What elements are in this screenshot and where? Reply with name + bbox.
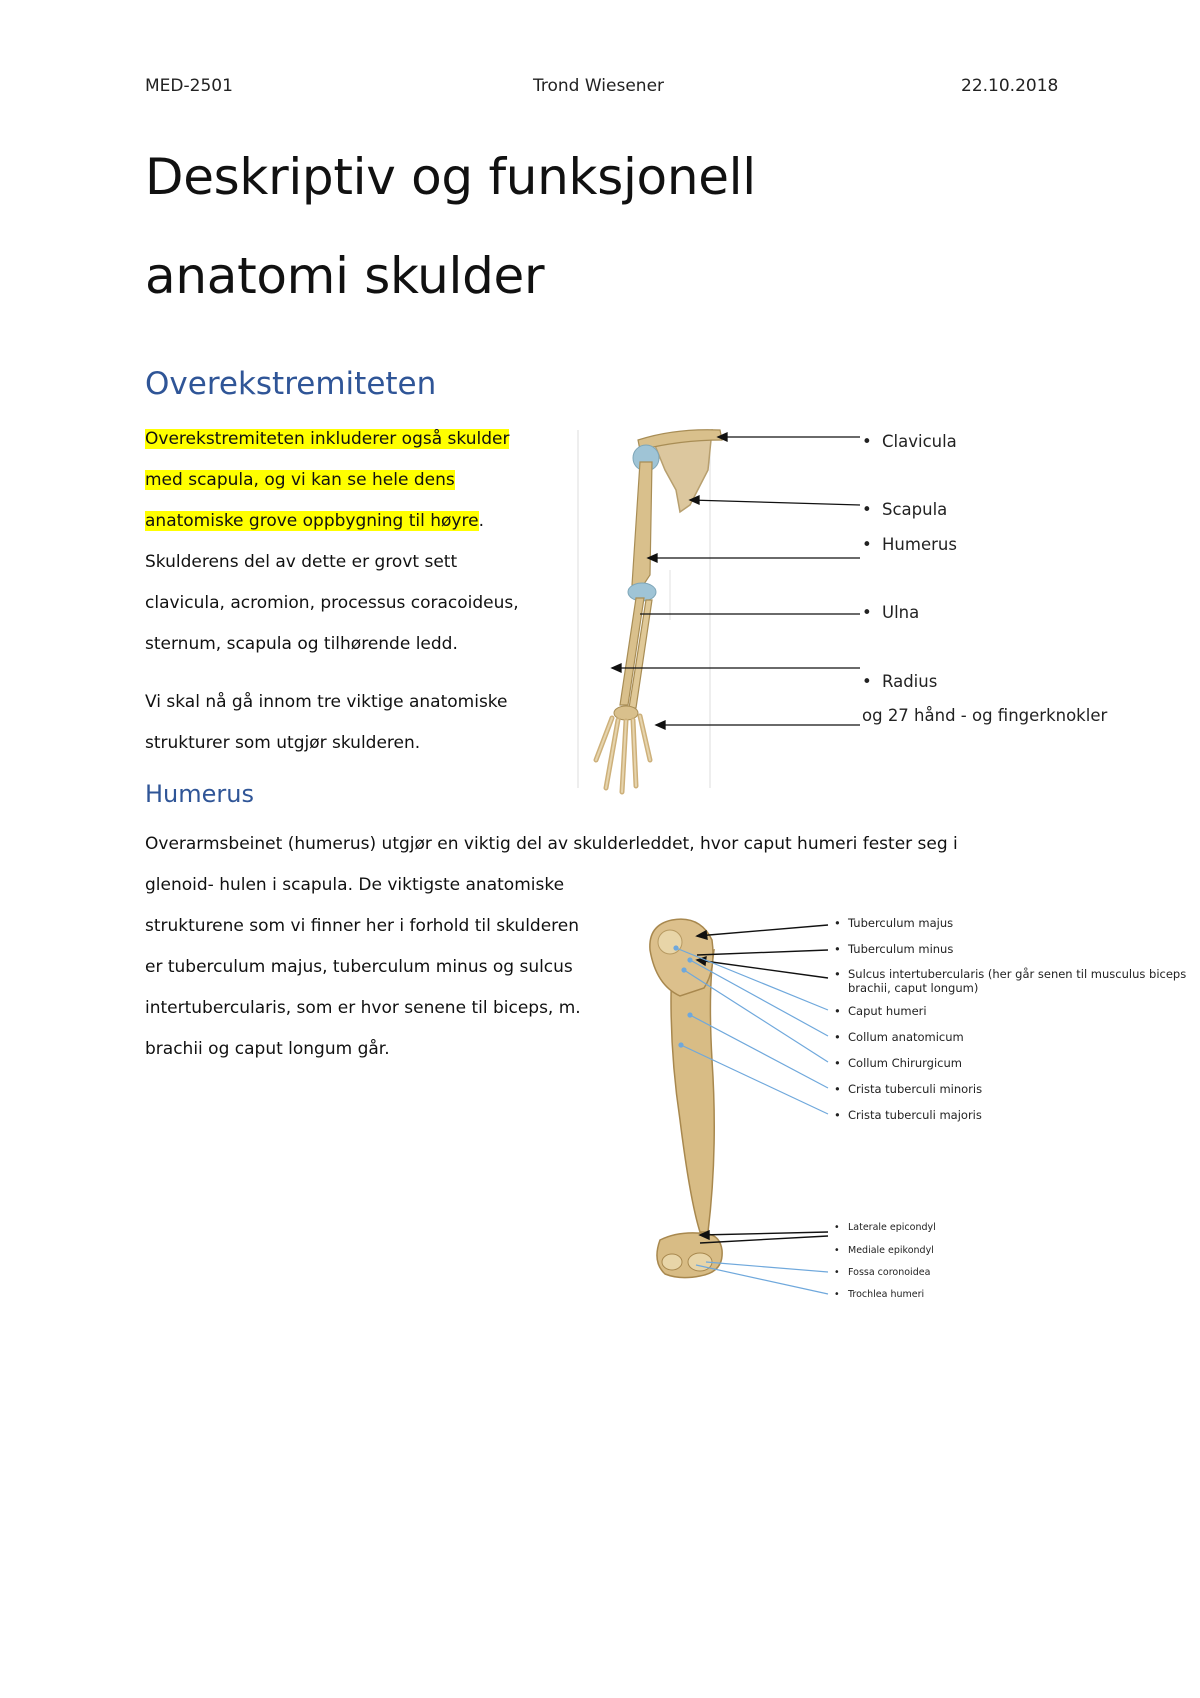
humerus-label-tuberculum-minus <box>834 943 953 956</box>
label-text: Trochlea humeri <box>848 1289 925 1300</box>
label-text: Ulna <box>882 603 920 622</box>
humerus-label-mediale-epikondyl <box>834 1244 934 1257</box>
label-text: Scapula <box>882 500 948 519</box>
highlighted-text: anatomiske grove oppbygning til høyre <box>145 511 479 531</box>
label-text: Crista tuberculi majoris <box>848 1108 982 1122</box>
text-line: Vi skal nå gå innom tre viktige anatomiske <box>145 692 508 712</box>
text-line: er tuberculum majus, tuberculum minus og sulcus <box>145 957 573 977</box>
text-line: strukturer som utgjør skulderen. <box>145 733 421 753</box>
label-text: Collum anatomicum <box>848 1030 964 1044</box>
bullet: • <box>834 1056 841 1070</box>
humerus-label-sulcus <box>834 968 1186 981</box>
humerus-label-collum-chirurgicum <box>834 1057 962 1070</box>
bullet: • <box>862 672 872 691</box>
bullet: • <box>834 1267 840 1278</box>
bullet: • <box>834 916 841 930</box>
bullet: • <box>862 535 872 554</box>
humerus-label-crista-minoris <box>834 1083 982 1096</box>
humerus-label-collum-anatomicum <box>834 1031 964 1044</box>
label-text: Tuberculum minus <box>848 942 954 956</box>
bullet: • <box>834 1030 841 1044</box>
figure-label-hand-bones: og 27 hånd - og fingerknokler <box>862 706 1108 725</box>
humerus-label-sulcus-continued: brachii, caput longum) <box>848 981 979 995</box>
text-line: glenoid- hulen i scapula. De viktigste anatomiske <box>145 875 565 895</box>
header-course: MED-2501 <box>145 76 233 96</box>
humerus-label-trochlea-humeri <box>834 1288 924 1301</box>
humerus-label-laterale-epicondyl <box>834 1221 936 1234</box>
humerus-label-tuberculum-majus <box>834 917 953 930</box>
bullet: • <box>862 500 872 519</box>
page-title-line-1: Deskriptiv og funksjonell <box>145 148 756 206</box>
label-text: Collum Chirurgicum <box>848 1056 962 1070</box>
humerus-label-caput-humeri <box>834 1005 927 1018</box>
label-text: Laterale epicondyl <box>848 1222 936 1233</box>
bullet: • <box>834 1245 840 1256</box>
label-text: Tuberculum majus <box>848 916 954 930</box>
bullet: • <box>834 1004 841 1018</box>
label-text: Sulcus intertubercularis (her går senen til musculus biceps <box>848 967 1187 981</box>
bullet: • <box>834 1222 840 1233</box>
header-date: 22.10.2018 <box>961 76 1059 96</box>
label-text: Fossa coronoidea <box>848 1267 931 1278</box>
bullet: • <box>834 967 841 981</box>
bullet: • <box>862 432 872 451</box>
header-author: Trond Wiesener <box>533 76 665 96</box>
highlighted-text: Overekstremiteten inkluderer også skulder <box>145 429 510 449</box>
page-title-line-2: anatomi skulder <box>145 247 545 305</box>
humerus-label-fossa-coronoidea <box>834 1266 930 1279</box>
bullet: • <box>834 1108 841 1122</box>
label-text: Mediale epikondyl <box>848 1245 934 1256</box>
bullet: • <box>862 603 872 622</box>
section-heading-humerus: Humerus <box>145 780 254 808</box>
label-text: Radius <box>882 672 938 691</box>
text-line: clavicula, acromion, processus coracoideus, <box>145 593 519 613</box>
label-text: Caput humeri <box>848 1004 927 1018</box>
text-line: brachii og caput longum går. <box>145 1039 390 1059</box>
section-heading-overekstremiteten: Overekstremiteten <box>145 366 437 402</box>
label-text: Crista tuberculi minoris <box>848 1082 983 1096</box>
bullet: • <box>834 942 841 956</box>
text-line: sternum, scapula og tilhørende ledd. <box>145 634 458 654</box>
bullet: • <box>834 1082 841 1096</box>
text-line: intertubercularis, som er hvor senene til biceps, m. <box>145 998 581 1018</box>
label-text: Humerus <box>882 535 957 554</box>
bullet: • <box>834 1289 840 1300</box>
label-text: Clavicula <box>882 432 957 451</box>
period: . <box>478 511 484 531</box>
text-line: Skulderens del av dette er grovt sett <box>145 552 458 572</box>
text-line: strukturene som vi finner her i forhold til skulderen <box>145 916 580 936</box>
humerus-label-crista-majoris <box>834 1109 982 1122</box>
highlighted-text: med scapula, og vi kan se hele dens <box>145 470 455 490</box>
text-line: Overarmsbeinet (humerus) utgjør en viktig del av skulderleddet, hvor caput humeri fester seg i <box>145 834 958 854</box>
